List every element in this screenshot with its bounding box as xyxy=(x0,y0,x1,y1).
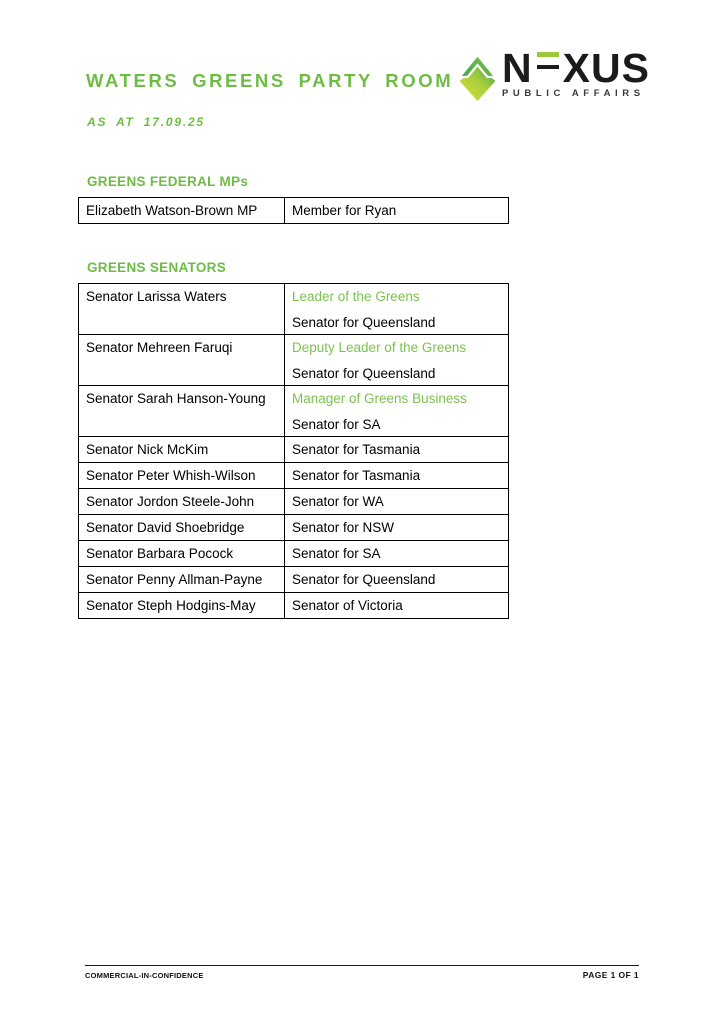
nexus-logo xyxy=(457,45,650,103)
member-role-cell xyxy=(285,489,509,515)
member-role-cell xyxy=(285,593,509,619)
table-row xyxy=(79,593,509,619)
page-footer xyxy=(85,965,639,980)
electorate-text: Member for Ryan xyxy=(292,203,397,218)
member-role-cell xyxy=(285,437,509,463)
table-row xyxy=(79,284,509,335)
table-row xyxy=(79,489,509,515)
member-role-cell xyxy=(285,541,509,567)
electorate-text: Senator for Queensland xyxy=(292,315,436,330)
electorate-text: Senator for SA xyxy=(292,546,381,561)
electorate-text: Senator for SA xyxy=(292,417,381,432)
brand-letter-n: N xyxy=(502,45,533,91)
member-role-cell xyxy=(285,386,509,437)
member-role-cell xyxy=(285,335,509,386)
member-role-cell xyxy=(285,198,509,224)
member-name-cell: Senator Larissa Waters xyxy=(79,284,285,335)
electorate-text: Senator for Tasmania xyxy=(292,468,421,483)
electorate-text: Senator for Queensland xyxy=(292,572,436,587)
member-name-cell: Senator Nick McKim xyxy=(79,437,285,463)
table-row xyxy=(79,335,509,386)
brand-tagline: PUBLIC AFFAIRS xyxy=(502,87,645,99)
electorate-text: Senator of Victoria xyxy=(292,598,403,613)
e-mid-bar xyxy=(537,65,559,70)
member-name-cell: Senator Peter Whish-Wilson xyxy=(79,463,285,489)
table-row xyxy=(79,198,509,224)
member-role-cell xyxy=(285,463,509,489)
member-name-cell: Senator Sarah Hanson-Young xyxy=(79,386,285,437)
table-row xyxy=(79,437,509,463)
table-row xyxy=(79,515,509,541)
member-name-cell: Senator Barbara Pocock xyxy=(79,541,285,567)
leadership-title-text: Leader of the Greens xyxy=(292,289,420,304)
stylized-e-glyph xyxy=(536,52,561,82)
member-name-cell: Senator David Shoebridge xyxy=(79,515,285,541)
brand-letters-xus: XUS xyxy=(562,45,650,91)
page-title: WATERS GREENS PARTY ROOM xyxy=(86,70,454,91)
member-role-cell xyxy=(285,567,509,593)
as-at-date: AS AT 17.09.25 xyxy=(87,115,205,129)
electorate-text: Senator for NSW xyxy=(292,520,395,535)
member-role-cell xyxy=(285,515,509,541)
federal-mps-table xyxy=(78,197,509,224)
e-top-bar xyxy=(537,52,559,57)
senators-table xyxy=(78,283,509,619)
section-heading-senators: GREENS SENATORS xyxy=(87,260,227,275)
electorate-text: Senator for WA xyxy=(292,494,384,509)
nexus-wordmark xyxy=(502,45,650,99)
section-heading-federal-mps: GREENS FEDERAL MPs xyxy=(87,174,249,189)
classification-label: COMMERCIAL-IN-CONFIDENCE xyxy=(85,971,204,980)
page-number: PAGE 1 OF 1 xyxy=(582,970,639,980)
table-row xyxy=(79,463,509,489)
member-name-cell: Elizabeth Watson-Brown MP xyxy=(79,198,285,224)
nexus-diamond-chevrons-icon xyxy=(457,53,498,103)
member-name-cell: Senator Penny Allman-Payne xyxy=(79,567,285,593)
member-name-cell: Senator Jordon Steele-John xyxy=(79,489,285,515)
leadership-title-text: Deputy Leader of the Greens xyxy=(292,340,467,355)
leadership-title-text: Manager of Greens Business xyxy=(292,391,467,406)
electorate-text: Senator for Queensland xyxy=(292,366,436,381)
brand-name xyxy=(502,45,650,91)
member-role-cell xyxy=(285,284,509,335)
electorate-text: Senator for Tasmania xyxy=(292,442,421,457)
member-name-cell: Senator Mehreen Faruqi xyxy=(79,335,285,386)
table-row xyxy=(79,541,509,567)
member-name-cell: Senator Steph Hodgins-May xyxy=(79,593,285,619)
table-row xyxy=(79,386,509,437)
table-row xyxy=(79,567,509,593)
